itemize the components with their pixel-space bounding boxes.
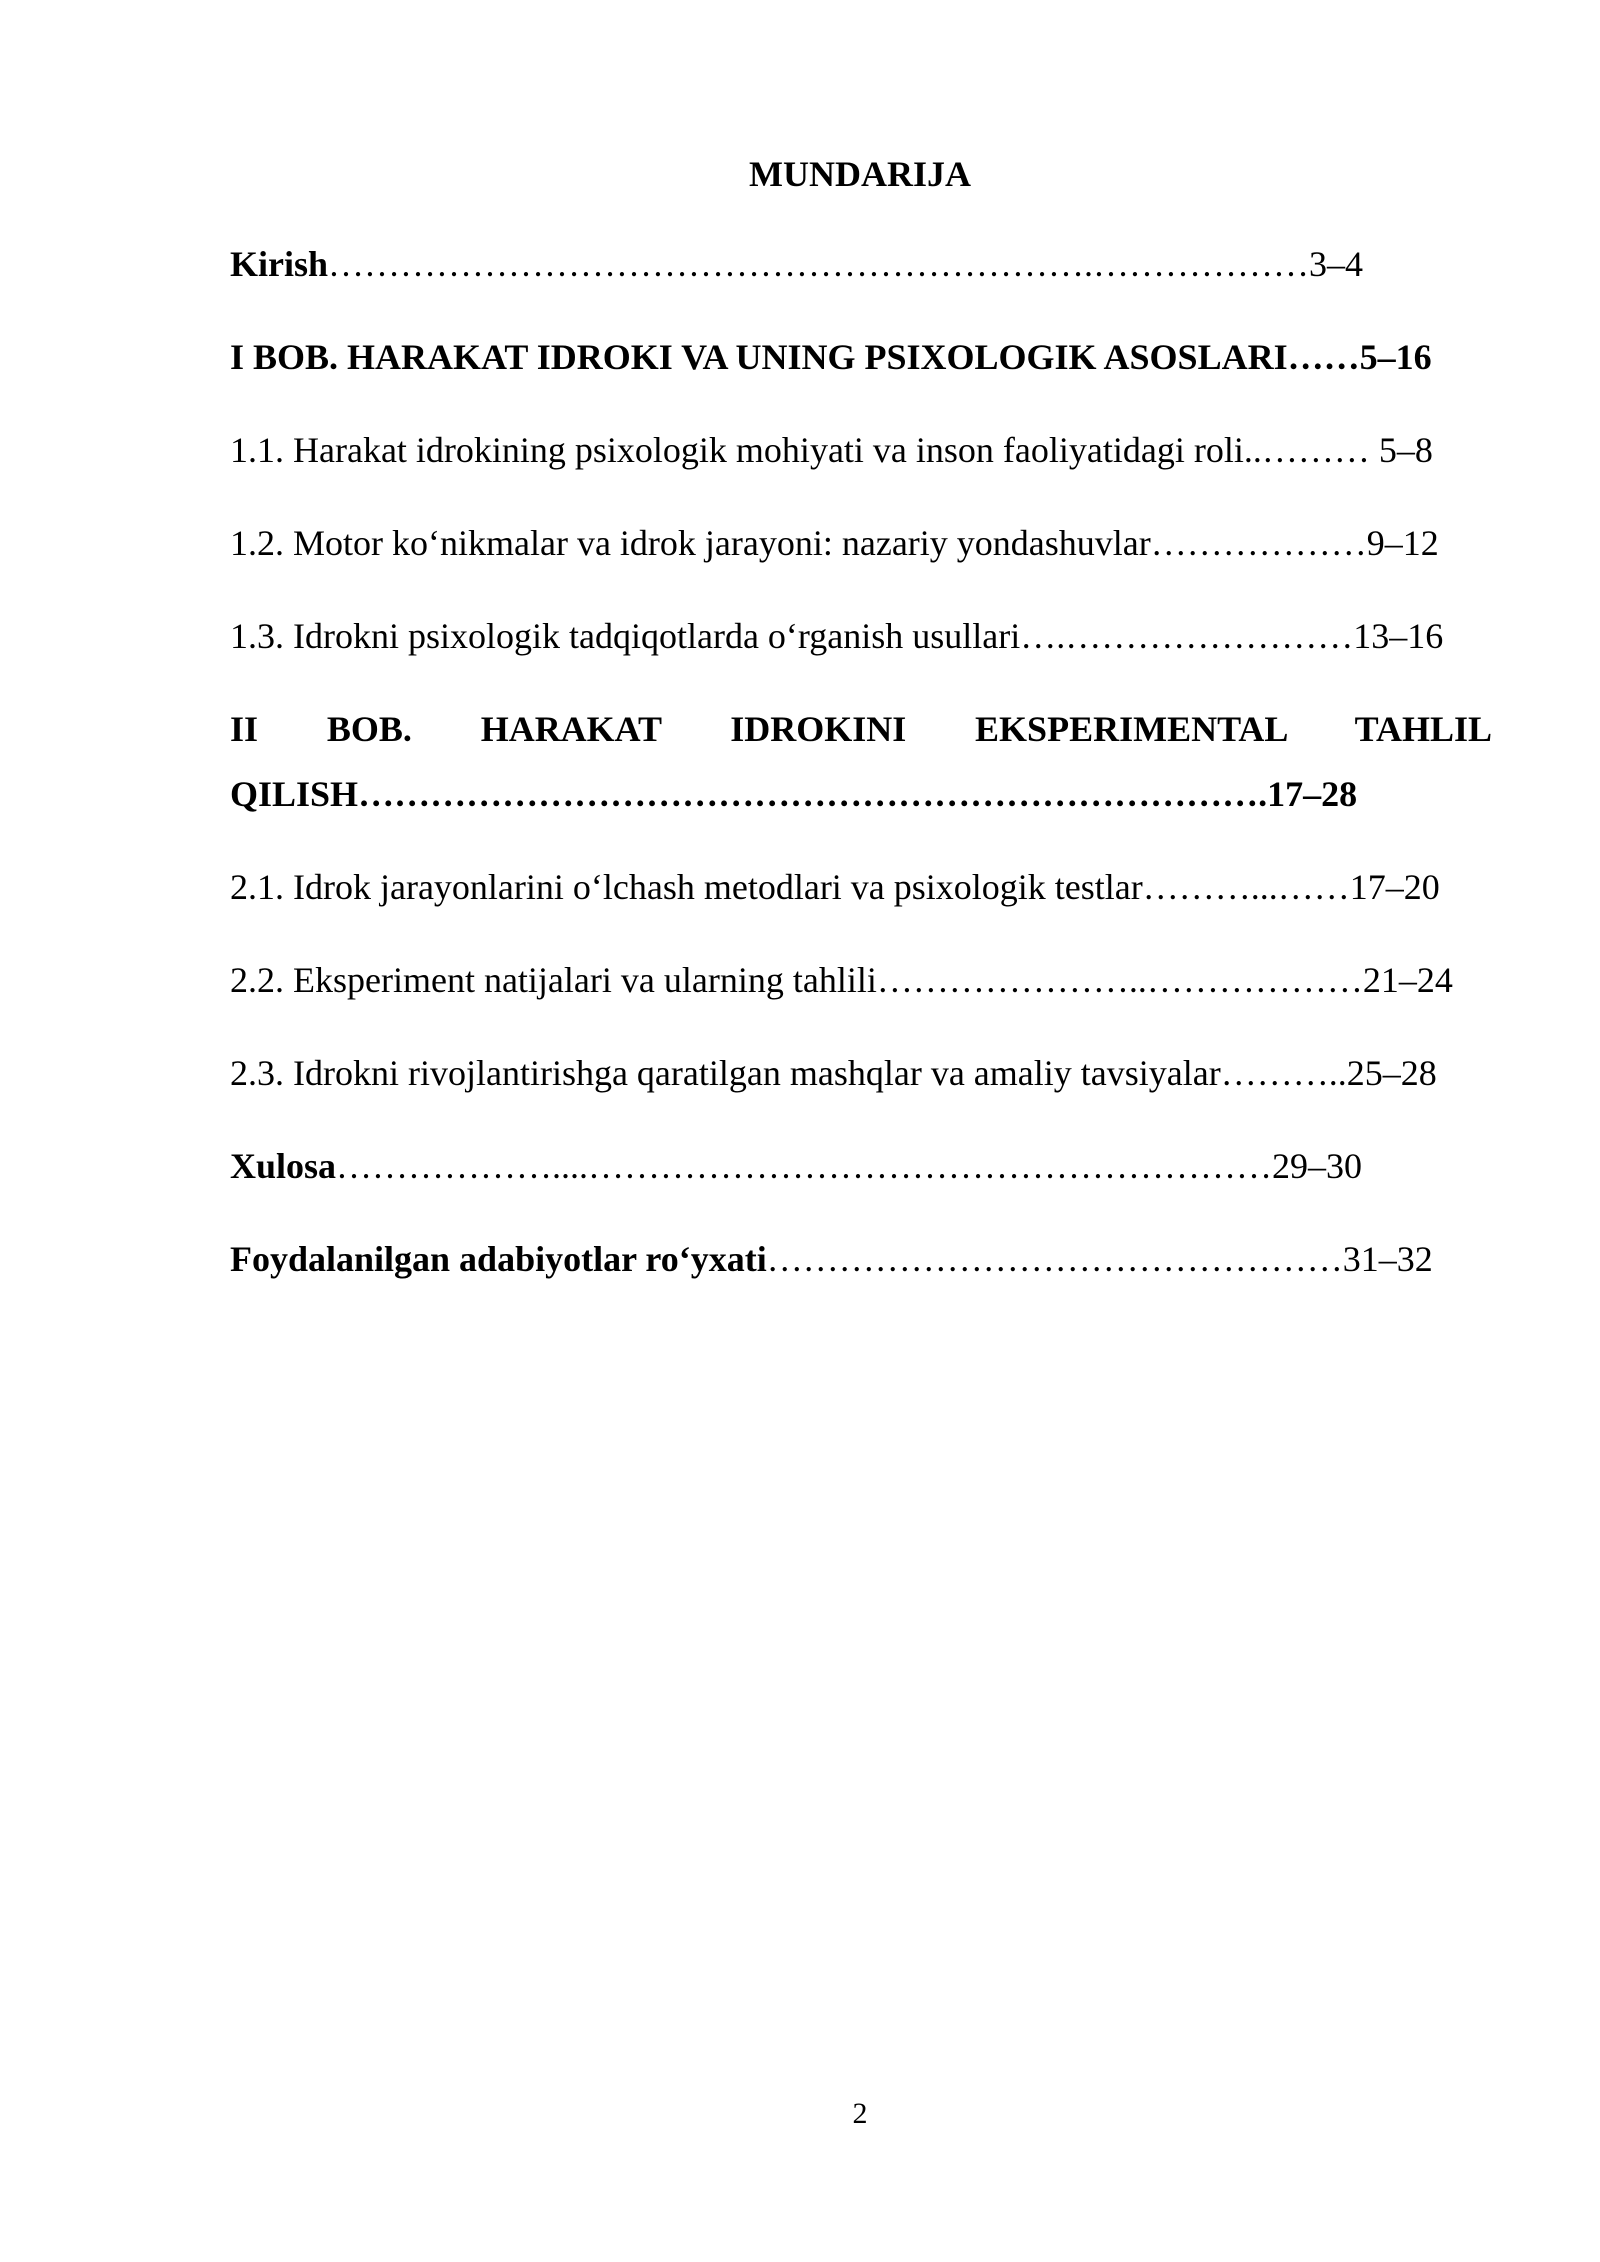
toc-entry-pages: 13–16 [1353, 616, 1444, 656]
toc-entry-leader: ……….. [1220, 1053, 1347, 1093]
toc-entry-pages: 3–4 [1309, 244, 1364, 284]
toc-entry-leader: ……………………………………………………….……………… [328, 244, 1310, 284]
toc-entry-title: Xulosa [230, 1146, 337, 1186]
toc-entry-kirish [230, 232, 1492, 297]
toc-entry-leader: ….…………………… [1020, 616, 1354, 656]
toc-entry-leader: ………...…… [1142, 867, 1350, 907]
toc-entry-title: Foydalanilgan adabiyotlar ro‘yxati [230, 1239, 767, 1279]
table-of-contents [230, 232, 1492, 1320]
toc-entry-pages: 5–16 [1359, 337, 1432, 377]
toc-entry-title: I BOB. HARAKAT IDROKI VA UNING PSIXOLOGIK ASOSLARI [230, 337, 1288, 377]
page-number: 2 [852, 2097, 868, 2130]
toc-entry-section-1-2 [230, 511, 1492, 576]
toc-entry-pages: 25–28 [1346, 1053, 1437, 1093]
toc-entry-title: 2.2. Eksperiment natijalari va ularning tahlili [230, 960, 877, 1000]
toc-entry-title: 1.3. Idrokni psixologik tadqiqotlarda o‘rganish usullari [230, 616, 1021, 656]
toc-entry-leader: ………………....………………………………………………… [336, 1146, 1273, 1186]
toc-entry-chapter-1 [230, 325, 1492, 390]
toc-entry-title: 2.1. Idrok jarayonlarini o‘lchash metodlari va psixologik testlar [230, 867, 1143, 907]
toc-entry-section-2-1 [230, 855, 1492, 920]
toc-entry-section-2-2 [230, 948, 1492, 1013]
toc-entry-section-1-3 [230, 604, 1492, 669]
toc-entry-leader: …………………..……………… [876, 960, 1363, 1000]
toc-entry-pages: 17–20 [1349, 867, 1440, 907]
toc-entry-pages: 29–30 [1272, 1146, 1363, 1186]
toc-entry-pages: 21–24 [1362, 960, 1453, 1000]
toc-entry-pages: 9–12 [1366, 523, 1439, 563]
toc-entry-pages: 17–28 [1267, 774, 1358, 814]
toc-entry-section-1-1 [230, 418, 1492, 483]
toc-entry-title: 2.3. Idrokni rivojlantirishga qaratilgan mashqlar va amaliy tavsiyalar [230, 1053, 1221, 1093]
toc-entry-title: Kirish [230, 244, 329, 284]
toc-entry-leader: ……………… [1150, 523, 1367, 563]
toc-entry-title: 1.1. Harakat idrokining psixologik mohiyati va inson faoliyatidagi roli [230, 430, 1244, 470]
toc-entry-bibliography [230, 1227, 1492, 1292]
toc-entry-leader: …… [1287, 337, 1360, 377]
toc-entry-leader: ..……… [1243, 430, 1379, 470]
page-title: MUNDARIJA [749, 154, 971, 194]
toc-entry-xulosa [230, 1134, 1492, 1199]
toc-entry-section-2-3 [230, 1041, 1492, 1106]
toc-entry-pages: 31–32 [1342, 1239, 1433, 1279]
toc-entry-chapter-2 [230, 697, 1492, 827]
toc-entry-title: 1.2. Motor ko‘nikmalar va idrok jarayoni: nazariy yondashuvlar [230, 523, 1151, 563]
toc-entry-title: II BOB. HARAKAT IDROKINI EKSPERIMENTAL TAHLIL QILISH [230, 709, 1492, 814]
toc-entry-pages: 5–8 [1378, 430, 1433, 470]
toc-entry-leader: ………………………………………… [766, 1239, 1343, 1279]
toc-entry-leader: …………………………………………………………………. [358, 774, 1268, 814]
